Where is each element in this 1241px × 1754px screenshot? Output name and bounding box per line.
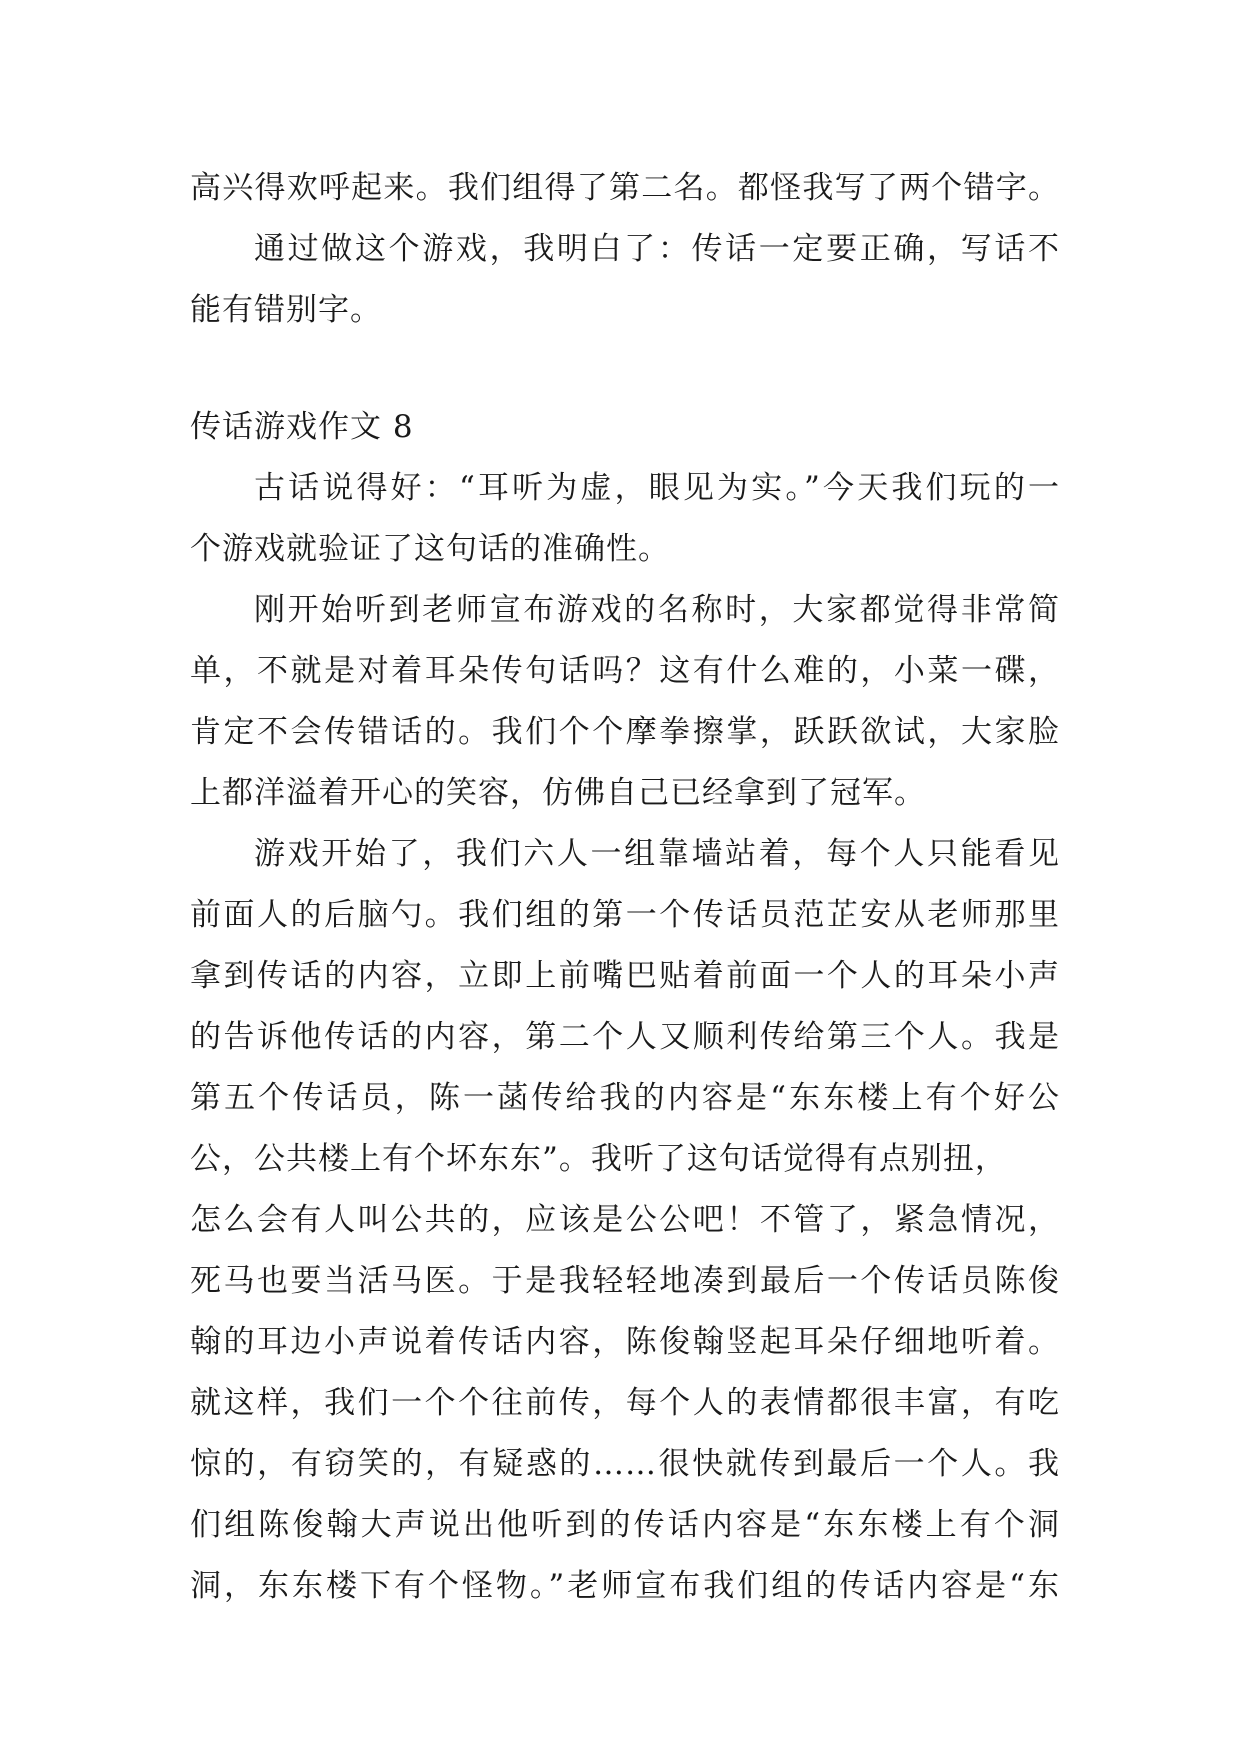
text-line: 第五个传话员，陈一菡传给我的内容是“东东楼上有个好公: [190, 1080, 1060, 1116]
text-line: 死马也要当活马医。于是我轻轻地凑到最后一个传话员陈俊: [190, 1263, 1060, 1299]
text-line: 拿到传话的内容，立即上前嘴巴贴着前面一个人的耳朵小声: [190, 958, 1060, 994]
text-line: 单，不就是对着耳朵传句话吗？这有什么难的，小菜一碟，: [190, 653, 1060, 689]
text-line: 公，公共楼上有个坏东东”。我听了这句话觉得有点别扭，: [190, 1141, 1007, 1177]
text-line: 高兴得欢呼起来。我们组得了第二名。都怪我写了两个错字。: [190, 170, 1060, 206]
text-line: 刚开始听到老师宣布游戏的名称时，大家都觉得非常简: [254, 592, 1060, 628]
text-line: 古话说得好：“耳听为虚，眼见为实。”今天我们玩的一: [254, 470, 1060, 506]
text-line: 翰的耳边小声说着传话内容，陈俊翰竖起耳朵仔细地听着。: [190, 1324, 1060, 1360]
text-line: 上都洋溢着开心的笑容，仿佛自己已经拿到了冠军。: [190, 775, 926, 811]
text-line: 就这样，我们一个个往前传，每个人的表情都很丰富，有吃: [190, 1385, 1060, 1421]
section-heading: 传话游戏作文 8: [190, 409, 414, 445]
text-line: 前面人的后脑勺。我们组的第一个传话员范芷安从老师那里: [190, 897, 1060, 933]
text-line: 怎么会有人叫公共的，应该是公公吧！不管了，紧急情况，: [190, 1202, 1060, 1238]
text-line: 游戏开始了，我们六人一组靠墙站着，每个人只能看见: [254, 836, 1060, 872]
section-gap: [190, 341, 1060, 397]
text-line: 肯定不会传错话的。我们个个摩拳擦掌，跃跃欲试，大家脸: [190, 714, 1060, 750]
document-body: [190, 158, 1060, 1617]
text-line: 个游戏就验证了这句话的准确性。: [190, 531, 670, 567]
text-line: 的告诉他传话的内容，第二个人又顺利传给第三个人。我是: [190, 1019, 1060, 1055]
text-line: 通过做这个游戏，我明白了：传话一定要正确，写话不: [254, 231, 1060, 267]
text-line: 能有错别字。: [190, 292, 382, 328]
text-line: 惊的，有窃笑的，有疑惑的……很快就传到最后一个人。我: [190, 1446, 1060, 1482]
text-line: 们组陈俊翰大声说出他听到的传话内容是“东东楼上有个洞: [190, 1507, 1060, 1543]
text-line: 洞，东东楼下有个怪物。”老师宣布我们组的传话内容是“东: [190, 1568, 1060, 1604]
